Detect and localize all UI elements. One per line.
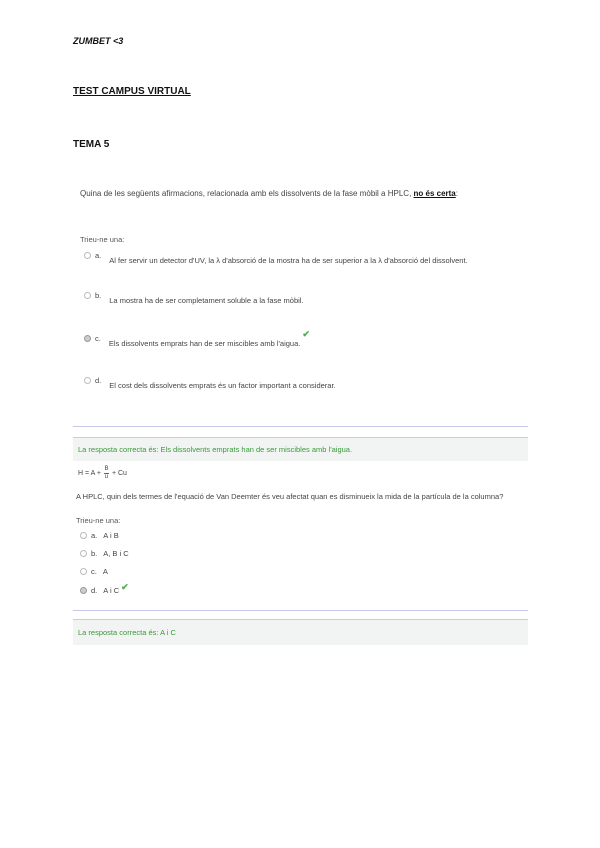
formula-numerator: B	[104, 466, 109, 472]
header-note: ZUMBET <3	[73, 36, 124, 46]
question-1-text-end: :	[455, 189, 458, 198]
question-1-prompt: Trieu-ne una:	[80, 235, 125, 244]
option-letter: d.	[95, 376, 102, 385]
radio-button[interactable]	[80, 550, 87, 557]
option-text: A	[102, 567, 108, 576]
formula-rhs: + Cu	[111, 470, 127, 477]
section-title: TEMA 5	[73, 139, 110, 150]
question-1-emphasis: no és certa	[413, 189, 456, 198]
option-text: Al fer servir un detector d'UV, la λ d'absorció de la mostra ha de ser superior a la λ d'absorció del dissolvent.	[109, 256, 468, 265]
option-text: A i C	[103, 586, 120, 595]
radio-button-selected[interactable]	[80, 587, 87, 594]
option-text: A, B i C	[103, 549, 129, 558]
question-1-text-start: Quina de les següents afirmacions, relacionada amb els dissolvents de la fase mòbil a HPLC,	[80, 189, 414, 198]
check-icon: ✔	[121, 582, 129, 592]
question-2-option-d[interactable]	[80, 582, 129, 596]
question-1-option-d[interactable]	[84, 376, 336, 390]
option-text: Els dissolvents emprats han de ser miscibles amb l'aigua.	[108, 339, 301, 348]
question-1-option-a[interactable]	[84, 251, 468, 265]
option-text: A i B	[103, 531, 119, 540]
divider	[73, 426, 528, 427]
question-2-option-c[interactable]	[80, 567, 108, 576]
option-letter: d.	[91, 586, 98, 595]
question-1-text	[80, 189, 540, 198]
formula-denominator: u	[104, 474, 109, 480]
question-2-feedback: La resposta correcta és: A i C	[73, 619, 528, 645]
option-letter: b.	[91, 549, 98, 558]
radio-button[interactable]	[84, 292, 91, 299]
question-1-option-c[interactable]	[84, 329, 310, 348]
option-letter: c.	[91, 567, 97, 576]
question-2-option-b[interactable]	[80, 549, 129, 558]
option-letter: a.	[91, 531, 98, 540]
van-deemter-formula	[78, 466, 127, 481]
option-text: La mostra ha de ser completament soluble a la fase mòbil.	[109, 296, 304, 305]
radio-button[interactable]	[80, 532, 87, 539]
divider	[73, 610, 528, 611]
formula-fraction	[104, 466, 109, 481]
option-letter: a.	[95, 251, 102, 260]
radio-button-selected[interactable]	[84, 335, 91, 342]
question-1-feedback: La resposta correcta és: Els dissolvents emprats han de ser miscibles amb l'aigua.	[73, 437, 528, 461]
question-2-prompt: Trieu-ne una:	[76, 516, 121, 525]
document-title: TEST CAMPUS VIRTUAL	[73, 86, 191, 97]
question-1-option-b[interactable]	[84, 291, 304, 305]
formula-lhs: H = A +	[78, 470, 101, 477]
check-icon: ✔	[302, 329, 310, 339]
radio-button[interactable]	[80, 568, 87, 575]
radio-button[interactable]	[84, 377, 91, 384]
option-letter: b.	[95, 291, 102, 300]
question-2-text: A HPLC, quin dels termes de l'equació de Van Deemter és veu afectat quan es disminueix la mida de la partícula de la columna?	[76, 492, 504, 501]
option-letter: c.	[95, 334, 101, 343]
question-2-option-a[interactable]	[80, 531, 119, 540]
option-text: El cost dels dissolvents emprats és un factor important a considerar.	[109, 381, 336, 390]
radio-button[interactable]	[84, 252, 91, 259]
